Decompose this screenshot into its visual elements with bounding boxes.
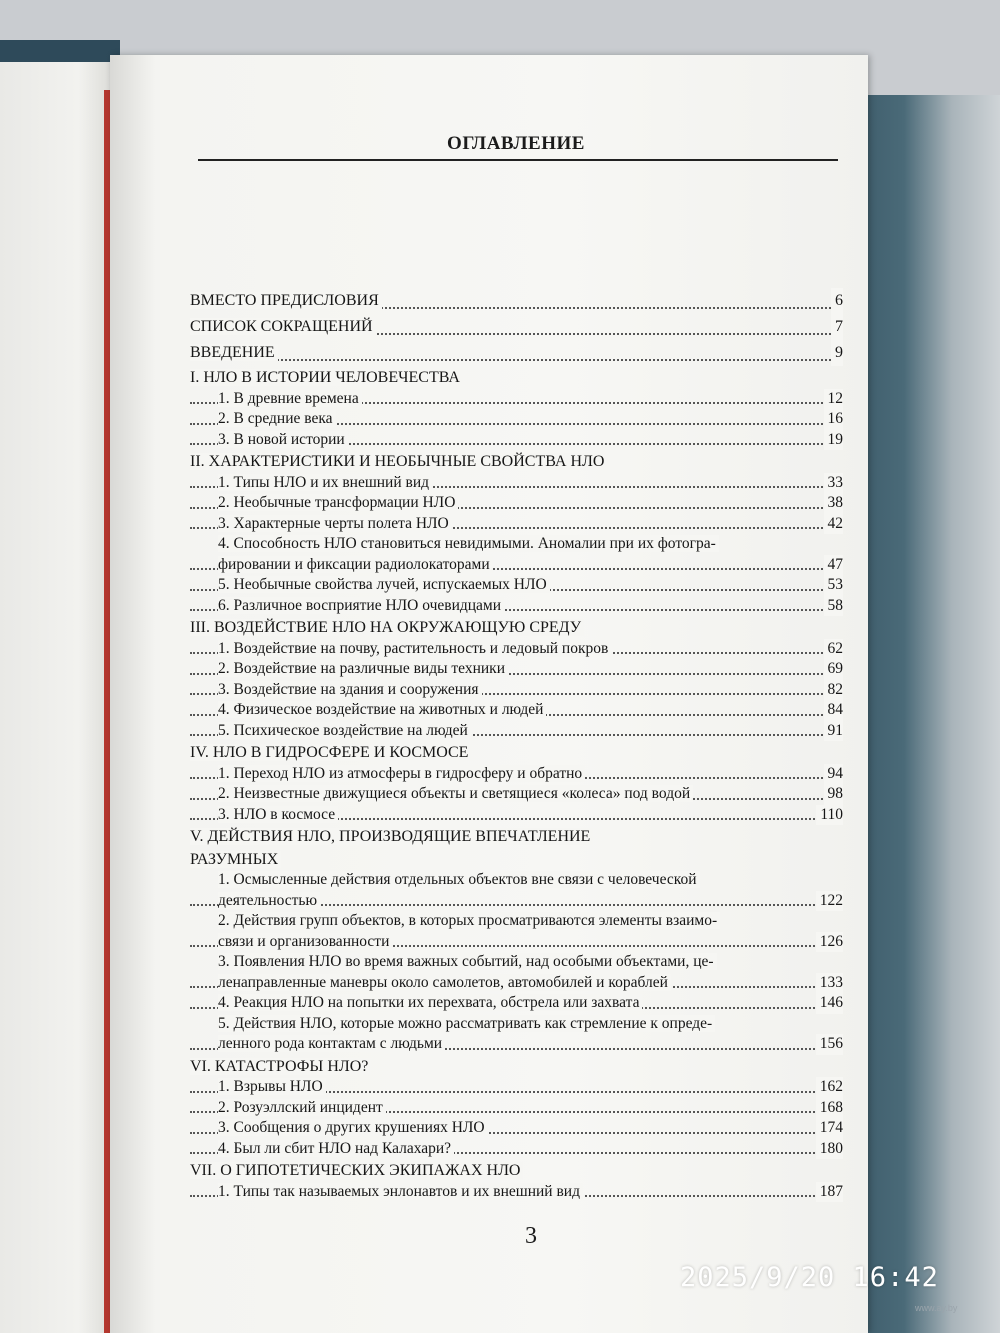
- toc-line: [190, 473, 843, 494]
- toc-page-number: 42: [824, 514, 844, 535]
- toc-entry-text: деятельностью: [218, 892, 320, 909]
- toc-page-number: 156: [816, 1034, 843, 1055]
- toc-entry-text: 3. Появления НЛО во время важных событий, над особыми объектами, це-: [218, 953, 717, 970]
- toc-entry-text: ВМЕСТО ПРЕДИСЛОВИЯ: [190, 292, 382, 309]
- toc-line: [190, 493, 843, 514]
- toc-line: [190, 618, 835, 639]
- toc-line: [190, 891, 843, 912]
- toc-line: [190, 514, 843, 535]
- toc-entry-text: РАЗУМНЫХ: [190, 851, 281, 868]
- toc-line: [190, 911, 835, 932]
- toc-line: [190, 1014, 835, 1035]
- toc-line: [190, 596, 843, 617]
- toc-entry-text: VII. О ГИПОТЕТИЧЕСКИХ ЭКИПАЖАХ НЛО: [190, 1162, 523, 1179]
- toc-entry-text: IV. НЛО В ГИДРОСФЕРЕ И КОСМОСЕ: [190, 744, 471, 761]
- toc-entry-text: 2. Розуэллский инцидент: [218, 1099, 386, 1116]
- toc-line: [190, 700, 843, 721]
- toc-page-number: 47: [824, 555, 844, 576]
- toc-entry-text: 3. Сообщения о других крушениях НЛО: [218, 1119, 488, 1136]
- toc-entry-text: 2. Воздействие на различные виды техники: [218, 660, 508, 677]
- toc-page-number: 12: [824, 389, 844, 410]
- toc-page-number: 146: [816, 993, 843, 1014]
- toc-entry-text: 1. Типы так называемых энлонавтов и их внешний вид: [218, 1183, 583, 1200]
- toc-line: [190, 1139, 843, 1160]
- toc-entry-text: 3. НЛО в космосе: [218, 806, 338, 823]
- toc-line: [190, 340, 843, 366]
- toc-line: [190, 805, 843, 826]
- toc-line: [190, 1034, 843, 1055]
- toc-page-number: 62: [824, 639, 844, 660]
- toc-entry-text: 3. В новой истории: [218, 431, 348, 448]
- watermark: www.ay.by: [915, 1303, 958, 1313]
- toc-line: [190, 1118, 843, 1139]
- toc-page-number: 6: [831, 288, 843, 314]
- toc-line: [190, 680, 843, 701]
- toc-entry-text: I. НЛО В ИСТОРИИ ЧЕЛОВЕЧЕСТВА: [190, 369, 463, 386]
- toc-page-number: 9: [831, 340, 843, 366]
- toc-entry-text: 3. Воздействие на здания и сооружения: [218, 681, 482, 698]
- toc-entry-text: СПИСОК СОКРАЩЕНИЙ: [190, 318, 376, 335]
- title-rule: [198, 159, 838, 161]
- toc-page-number: 19: [824, 430, 844, 451]
- toc-line: [190, 409, 843, 430]
- toc-page-number: 16: [824, 409, 844, 430]
- toc-line: [190, 1057, 835, 1078]
- toc-page-number: 82: [824, 680, 844, 701]
- toc-page-number: 38: [824, 493, 844, 514]
- toc-line: [190, 1098, 843, 1119]
- toc-page-number: 84: [824, 700, 844, 721]
- toc-line: [190, 430, 843, 451]
- toc-page-number: 126: [816, 932, 843, 953]
- toc-entry-text: ленаправленные маневры около самолетов, автомобилей и кораблей: [218, 974, 671, 991]
- toc-page-number: 58: [824, 596, 844, 617]
- toc-entry-text: 5. Психическое воздействие на людей: [218, 722, 471, 739]
- toc-entry-text: 1. В древние времена: [218, 390, 362, 407]
- toc-line: [190, 764, 843, 785]
- toc-page-number: 33: [824, 473, 844, 494]
- toc-line: [190, 784, 843, 805]
- toc-page-number: 168: [816, 1098, 843, 1119]
- toc-line: [190, 952, 835, 973]
- toc-entry-text: 4. Был ли сбит НЛО над Калахари?: [218, 1140, 454, 1157]
- toc-entry-text: 4. Способность НЛО становиться невидимыми. Аномалии при их фотогра-: [218, 535, 719, 552]
- toc-page-number: 98: [824, 784, 844, 805]
- toc-entry-text: фировании и фиксации радиолокаторами: [218, 556, 493, 573]
- toc-entry-text: 6. Различное восприятие НЛО очевидцами: [218, 597, 504, 614]
- toc-entry-text: ВВЕДЕНИЕ: [190, 344, 278, 361]
- toc-line: [190, 314, 843, 340]
- toc-entry-text: 2. Неизвестные движущиеся объекты и светящиеся «колеса» под водой: [218, 785, 693, 802]
- toc-entry-text: 4. Реакция НЛО на попытки их перехвата, обстрела или захвата: [218, 994, 642, 1011]
- toc-line: [190, 659, 843, 680]
- toc-page-number: 180: [816, 1139, 843, 1160]
- toc-line: [190, 534, 835, 555]
- toc-line: [190, 973, 843, 994]
- toc-entry-text: 1. Воздействие на почву, растительность и ледовый покров: [218, 640, 611, 657]
- toc-entry-text: 5. Действия НЛО, которые можно рассматривать как стремление к опреде-: [218, 1015, 715, 1032]
- toc-entry-text: VI. КАТАСТРОФЫ НЛО?: [190, 1058, 371, 1075]
- toc-line: [190, 1161, 835, 1182]
- toc-entry-text: II. ХАРАКТЕРИСТИКИ И НЕОБЫЧНЫЕ СВОЙСТВА НЛО: [190, 453, 607, 470]
- toc-entry-text: ленного рода контактам с людьми: [218, 1035, 445, 1052]
- toc-entry-text: 4. Физическое воздействие на животных и людей: [218, 701, 546, 718]
- toc-entry-text: III. ВОЗДЕЙСТВИЕ НЛО НА ОКРУЖАЮЩУЮ СРЕДУ: [190, 619, 584, 636]
- toc-line: [190, 850, 835, 871]
- toc-entry-text: 1. Типы НЛО и их внешний вид: [218, 474, 432, 491]
- toc-entry-text: 2. Действия групп объектов, в которых просматриваются элементы взаимо-: [218, 912, 720, 929]
- toc-line: [190, 993, 843, 1014]
- book-page: [110, 55, 868, 1333]
- toc-line: [190, 932, 843, 953]
- toc-page-number: 133: [816, 973, 843, 994]
- toc-page-number: 187: [816, 1182, 843, 1203]
- toc-page-number: 7: [831, 314, 843, 340]
- toc-line: [190, 870, 835, 891]
- table-of-contents: [190, 288, 843, 1202]
- page-number: 3: [525, 1223, 537, 1249]
- toc-line: [190, 555, 843, 576]
- toc-page-number: 69: [824, 659, 844, 680]
- toc-entry-text: 2. Необычные трансформации НЛО: [218, 494, 458, 511]
- toc-line: [190, 721, 843, 742]
- toc-entry-text: 1. Осмысленные действия отдельных объектов вне связи с человеческой: [218, 871, 700, 888]
- toc-line: [190, 639, 843, 660]
- left-page: [0, 62, 112, 1333]
- toc-line: [190, 452, 835, 473]
- toc-page-number: 94: [824, 764, 844, 785]
- toc-entry-text: 1. Переход НЛО из атмосферы в гидросферу и обратно: [218, 765, 585, 782]
- toc-entry-text: 1. Взрывы НЛО: [218, 1078, 326, 1095]
- toc-entry-text: 5. Необычные свойства лучей, испускаемых НЛО: [218, 576, 550, 593]
- toc-line: [190, 389, 843, 410]
- toc-page-number: 91: [824, 721, 844, 742]
- toc-page-number: 110: [816, 805, 843, 826]
- toc-entry-text: V. ДЕЙСТВИЯ НЛО, ПРОИЗВОДЯЩИЕ ВПЕЧАТЛЕНИЕ: [190, 828, 593, 845]
- toc-page-number: 122: [816, 891, 843, 912]
- toc-line: [190, 743, 835, 764]
- toc-line: [190, 575, 843, 596]
- toc-line: [190, 288, 843, 314]
- toc-line: [190, 827, 835, 848]
- toc-page-number: 53: [824, 575, 844, 596]
- toc-entry-text: 2. В средние века: [218, 410, 336, 427]
- toc-line: [190, 368, 835, 389]
- toc-entry-text: 3. Характерные черты полета НЛО: [218, 515, 452, 532]
- toc-entry-text: связи и организованности: [218, 933, 392, 950]
- photo-timestamp: 2025/9/20 16:42: [680, 1262, 939, 1293]
- page-title: ОГЛАВЛЕНИЕ: [447, 133, 585, 154]
- toc-page-number: 174: [816, 1118, 843, 1139]
- toc-line: [190, 1182, 843, 1203]
- toc-line: [190, 1077, 843, 1098]
- toc-page-number: 162: [816, 1077, 843, 1098]
